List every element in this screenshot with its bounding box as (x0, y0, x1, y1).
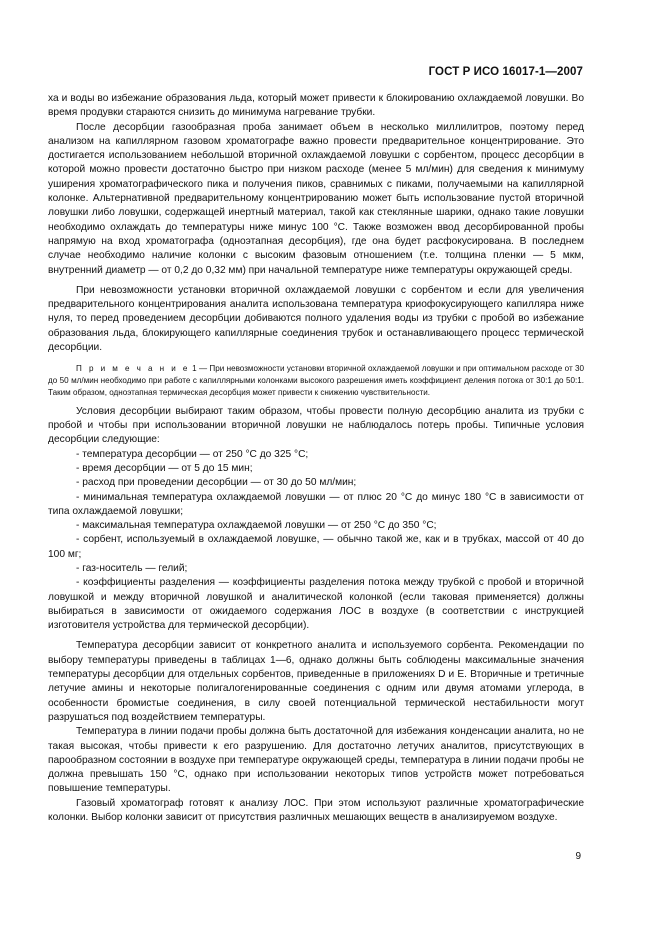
list-item: - минимальная температура охлаждаемой ловушки — от плюс 20 °С до минус 180 °С в зависимости от типа охлаждаемой ловушки; (48, 491, 584, 517)
note-text: 1 — При невозможности установки вторичной охлаждаемой ловушки и при оптимальном расходе от 30 до 50 мл/мин необходимо при работе с капиллярными колонками высокого разрешения иметь коэффициент деления потока от 30:1 до 50:1. Таким образом, одноэтапная термическая десорбция может привести к снижению чувствительности. (48, 364, 584, 397)
document-body (48, 92, 584, 825)
paragraph-1: ха и воды во избежание образования льда, который может привести к блокированию охлаждаемой ловушки. Во время продувки стараются снизить до минимума нагревание трубки. (48, 93, 584, 119)
note-label: П р и м е ч а н и е (76, 364, 190, 374)
paragraph-2: После десорбции газообразная проба занимает объем в несколько миллилитров, поэтому перед анализом на капиллярном газовом хроматографе важно провести предварительное концентрирование. Это достигается использованием небольшой вторичной охлаждаемой ловушки с сорбентом, процесс десорбции в которой можно провести достаточно быстро при низком расходе (менее 5 мл/мин) для сведения к минимуму уширения хроматографического пика и получения пиков, сравнимых с пиками, получаемыми на капиллярной колонке. Альтернативной предварительному концентрированию может быть использование пустой вторичной ловушки либо ловушки, содержащей инертный материал, такой как стеклянные шарики, однако такие ловушки необходимо охлаждать до температуры ниже минус 100 °С. Также возможен ввод десорбированной пробы напрямую на вход хроматографа (одноэтапная десорбция), где она будет расфокусирована. В последнем случае необходимо наличие колонки с высоким фазовым отношением (т.е. толщина пленки — 5 мкм, внутренний диаметр — от 0,2 до 0,32 мм) при начальной температуре ниже температуры окружающей среды. (48, 121, 584, 276)
page-number: 9 (575, 851, 581, 862)
desorption-conditions-list (48, 448, 584, 634)
note-1 (48, 363, 584, 398)
list-item: - сорбент, используемый в охлаждаемой ловушке, — обычно такой же, как и в трубках, массой от 40 до 100 мг; (48, 534, 584, 560)
list-item: - максимальная температура охлаждаемой ловушки — от 250 °С до 350 °С; (76, 520, 437, 532)
document-id-header: ГОСТ Р ИСО 16017-1—2007 (428, 66, 583, 78)
list-item: - температура десорбции — от 250 °С до 325 °С; (76, 448, 309, 460)
paragraph-5: Температура десорбции зависит от конкретного аналита и используемого сорбента. Рекомендации по выбору температуры приведены в таблицах 1—6, однако должны быть соблюдены максимальные значения температуры десорбции для отдельных сорбентов, приведенные в приложениях D и E. Вторичные и третичные летучие амины и некоторые полигалогенированные соединения с одним или двумя атомами углерода, в особенности бромистые соединения, в силу своей потенциальной термической нестабильности могут разрушаться под воздействием температуры. (48, 640, 584, 723)
list-item: - расход при проведении десорбции — от 30 до 50 мл/мин; (76, 477, 357, 489)
paragraph-4: Условия десорбции выбирают таким образом, чтобы провести полную десорбцию аналита из трубки с пробой и чтобы при использовании вторичной ловушки не наблюдалось потерь пробы. Типичные условия десорбции следующие: (48, 405, 584, 446)
paragraph-6: Температура в линии подачи пробы должна быть достаточной для избежания конденсации аналита, но не такая высокая, чтобы привести к его разрушению. Для достаточно летучих аналитов, присутствующих в парообразном состоянии в воздухе при температуре окружающей среды, температура в линии подачи пробы не должна превышать 150 °С, однако при использовании некоторых типов устройств может потребоваться повышение температуры. (48, 726, 584, 795)
list-item: - газ-носитель — гелий; (76, 563, 188, 574)
paragraph-3: При невозможности установки вторичной охлаждаемой ловушки с сорбентом и если для увеличения предварительного концентрирования аналита использована температура криофокусирующего капилляра ниже нуля, то перед проведением десорбции добиваются полного удаления воды из трубки с пробой во избежание образования льда, блокирующего капиллярные соединения трубок и останавливающего процесс термической десорбции. (48, 284, 584, 354)
list-item: - коэффициенты разделения — коэффициенты разделения потока между трубкой с пробой и вторичной ловушкой и между вторичной ловушкой и аналитической колонкой (если таковая применяется) должны выбираться в зависимости от ожидаемого содержания ЛОС в воздухе (в соответствии с инструкцией изготовителя устройства для термической десорбции). (48, 577, 584, 632)
list-item: - время десорбции — от 5 до 15 мин; (76, 462, 253, 474)
paragraph-7: Газовый хроматограф готовят к анализу ЛОС. При этом используют различные хроматографические колонки. Выбор колонки зависит от присутствия различных мешающих веществ в анализируемом воздухе. (48, 797, 584, 824)
